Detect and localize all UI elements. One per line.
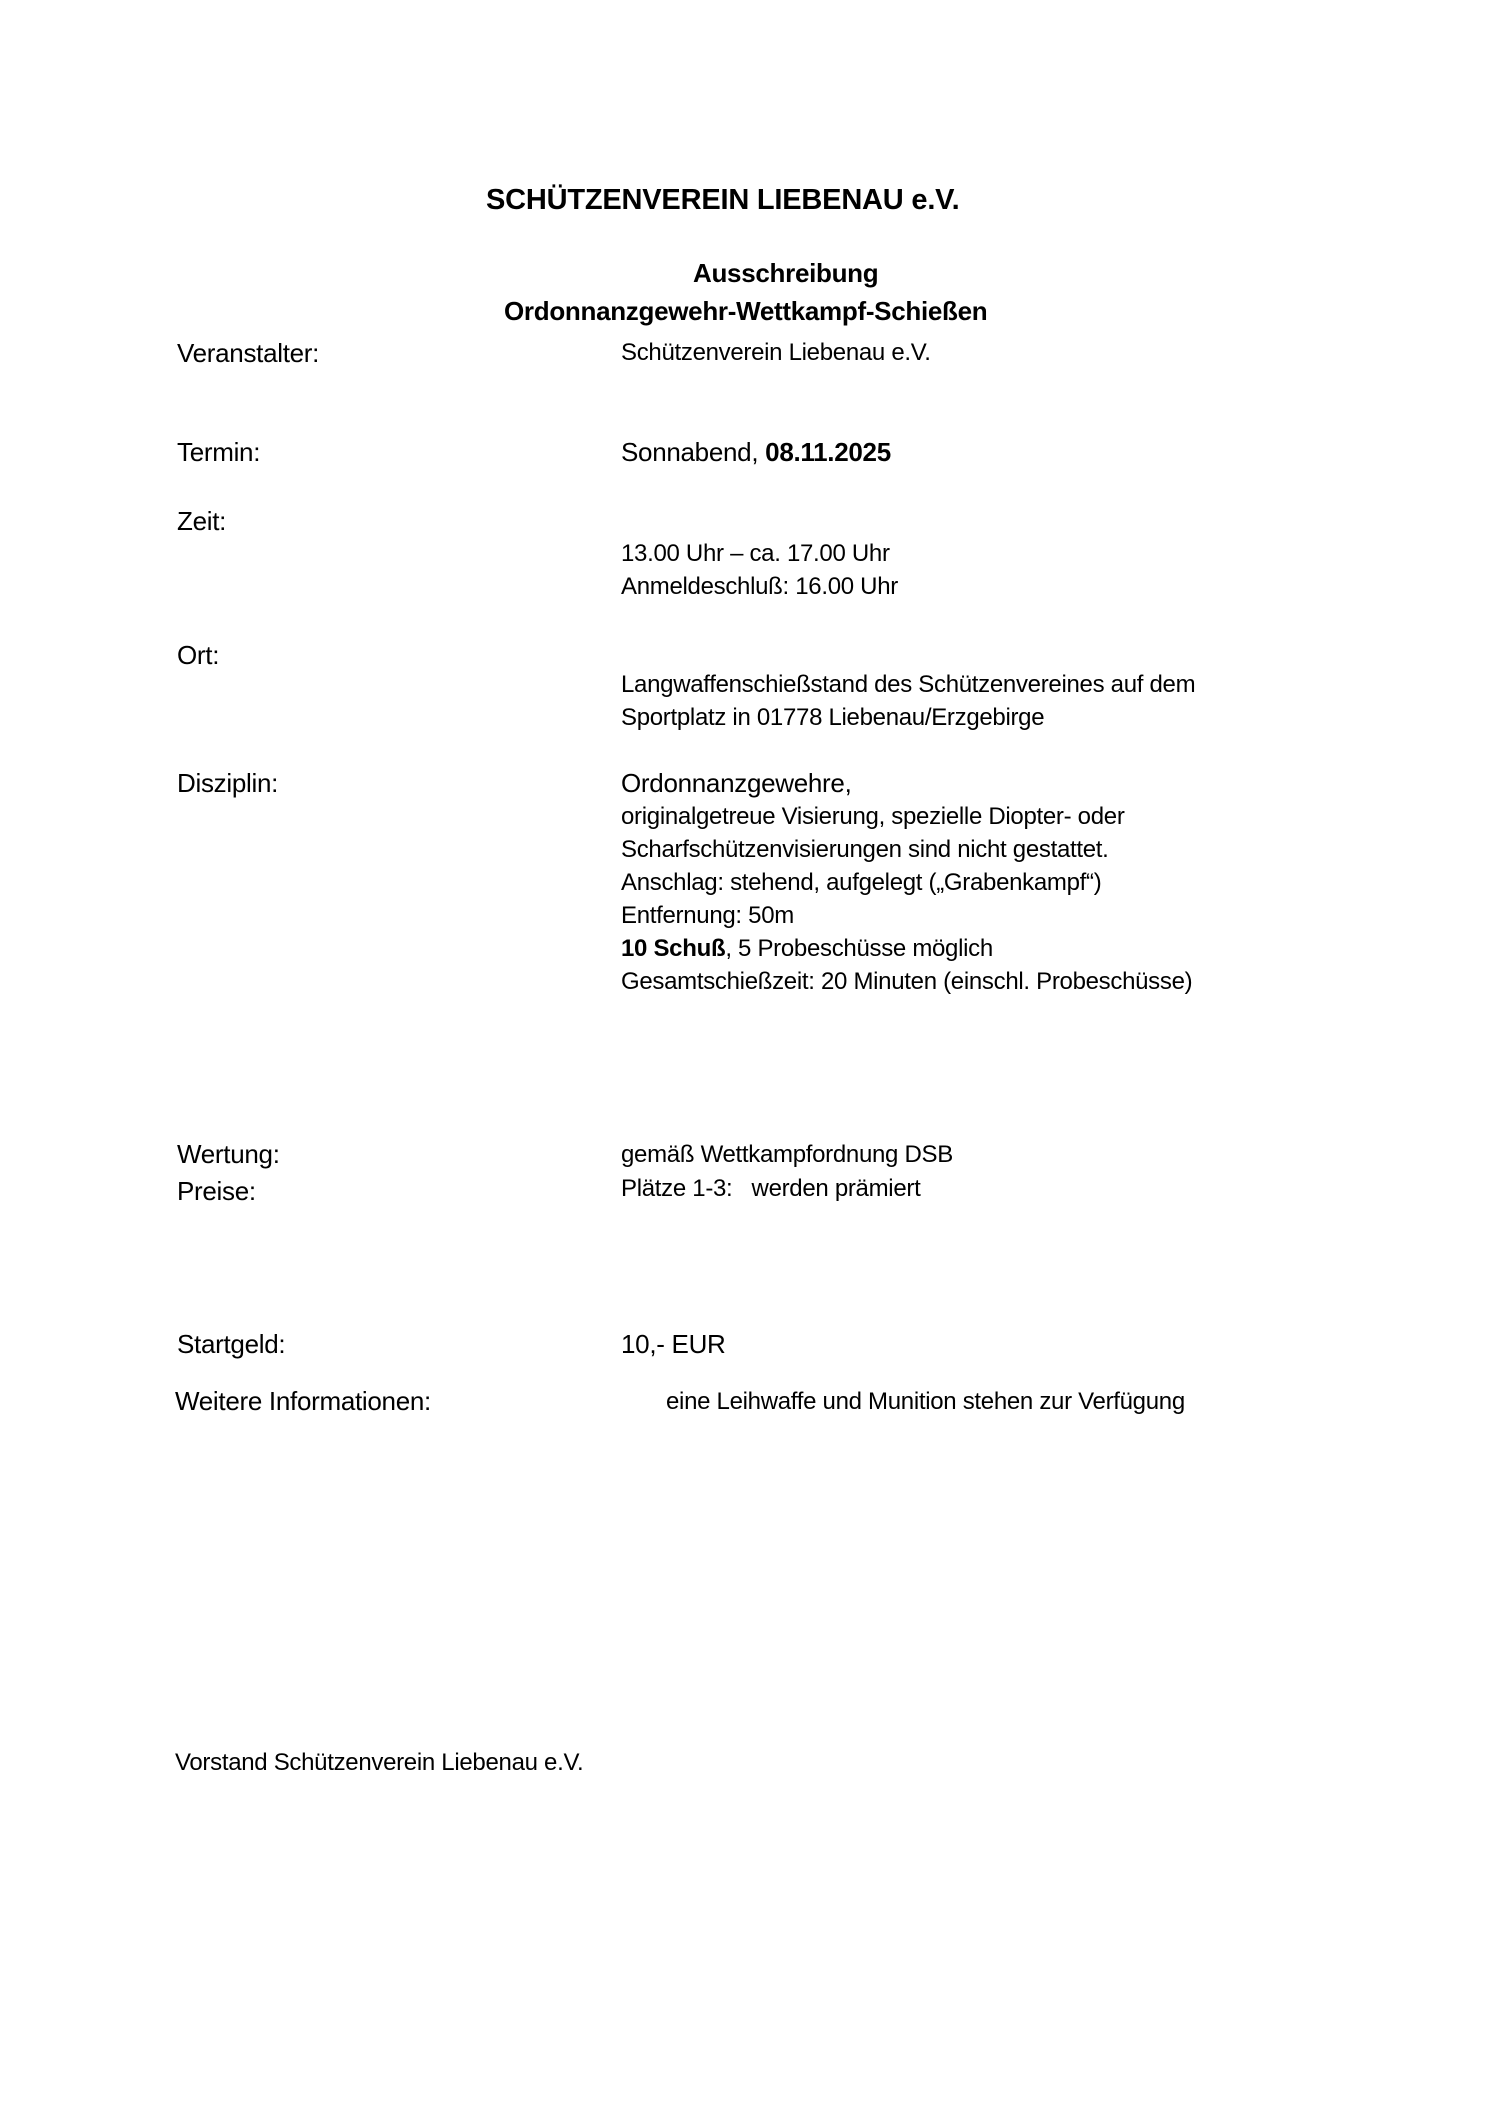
value-startgeld: 10,- EUR — [621, 1329, 726, 1359]
disziplin-line: Anschlag: stehend, aufgelegt („Grabenkampf“) — [621, 869, 1102, 896]
value-zeit — [621, 537, 898, 603]
shots-count: 10 Schuß — [621, 935, 726, 962]
signature: Vorstand Schützenverein Liebenau e.V. — [175, 1749, 584, 1776]
disziplin-line: originalgetreue Visierung, spezielle Diopter- oder — [621, 803, 1125, 830]
label-zeit: Zeit: — [177, 506, 227, 536]
zeit-line: 13.00 Uhr – ca. 17.00 Uhr — [621, 540, 890, 567]
label-startgeld: Startgeld: — [177, 1329, 286, 1359]
value-weitere-informationen: eine Leihwaffe und Munition stehen zur Verfügung — [666, 1388, 1185, 1415]
label-termin: Termin: — [177, 437, 261, 467]
disziplin-line: Entfernung: 50m — [621, 902, 794, 929]
value-wertung: gemäß Wettkampfordnung DSB — [621, 1141, 953, 1168]
termin-weekday: Sonnabend, — [621, 437, 766, 467]
value-disziplin — [621, 800, 1192, 998]
ort-line: Sportplatz in 01778 Liebenau/Erzgebirge — [621, 704, 1045, 731]
label-wertung: Wertung: — [177, 1139, 280, 1169]
value-ort — [621, 668, 1195, 734]
ort-line: Langwaffenschießstand des Schützenvereines auf dem — [621, 671, 1196, 698]
label-weitere-informationen: Weitere Informationen: — [175, 1386, 431, 1416]
disziplin-line: Scharfschützenvisierungen sind nicht gestattet. — [621, 836, 1109, 863]
disziplin-time-line: Gesamtschießzeit: 20 Minuten (einschl. Probeschüsse) — [621, 968, 1193, 995]
label-ort: Ort: — [177, 640, 220, 670]
termin-date: 08.11.2025 — [765, 437, 891, 467]
value-veranstalter: Schützenverein Liebenau e.V. — [621, 339, 931, 366]
shots-rest: , 5 Probeschüsse möglich — [725, 935, 993, 962]
zeit-line: Anmeldeschluß: 16.00 Uhr — [621, 573, 898, 600]
value-preise: Plätze 1-3: werden prämiert — [621, 1175, 921, 1202]
value-termin — [621, 437, 891, 468]
heading-ausschreibung: Ausschreibung — [693, 258, 879, 288]
disziplin-shots-line — [621, 932, 1192, 965]
club-title: SCHÜTZENVEREIN LIEBENAU e.V. — [486, 184, 960, 216]
label-preise: Preise: — [177, 1176, 256, 1206]
heading-event-name: Ordonnanzgewehr-Wettkampf-Schießen — [504, 296, 988, 326]
label-disziplin: Disziplin: — [177, 768, 279, 798]
label-veranstalter: Veranstalter: — [177, 338, 320, 368]
disziplin-first-line: Ordonnanzgewehre, — [621, 768, 852, 798]
